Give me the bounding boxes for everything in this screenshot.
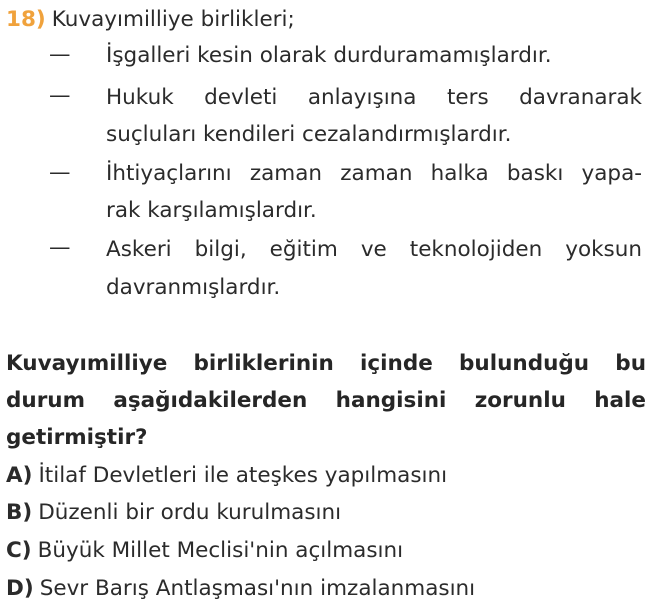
question-intro: Kuvayımilliye birlikleri; xyxy=(51,7,295,32)
question-number: 18) xyxy=(6,7,46,32)
item-dash: — xyxy=(49,42,71,67)
question-header xyxy=(6,4,295,36)
option-a[interactable] xyxy=(6,460,447,492)
option-text: Düzenli bir ordu kurulmasını xyxy=(38,500,342,525)
statement-4-line-2: davranmışlardır. xyxy=(106,275,281,300)
question-stem-line-1: Kuvayımilliye birliklerinin içinde bulunduğu bu xyxy=(6,351,646,376)
statement-4-line-1: Askeri bilgi, eğitim ve teknolojiden yoksun xyxy=(106,237,642,262)
option-text: İtilaf Devletleri ile ateşkes yapılmasını xyxy=(38,463,448,488)
question-stem-line-3: getirmiştir? xyxy=(6,425,148,450)
statement-1: İşgalleri kesin olarak durduramamışlardır. xyxy=(106,43,552,68)
option-letter: D) xyxy=(6,576,34,601)
option-b[interactable] xyxy=(6,497,341,529)
statement-3-line-1: İhtiyaçlarını zaman zaman halka baskı yapa- xyxy=(106,161,642,186)
option-letter: A) xyxy=(6,463,33,488)
option-letter: B) xyxy=(6,500,33,525)
item-dash: — xyxy=(49,235,71,260)
statement-2-line-2: suçluları kendileri cezalandırmışlardır. xyxy=(106,122,512,147)
option-letter: C) xyxy=(6,538,32,563)
question-stem-line-2: durum aşağıdakilerden hangisini zorunlu hale xyxy=(6,388,646,413)
option-d[interactable] xyxy=(6,573,475,605)
option-text: Büyük Millet Meclisi'nin açılmasını xyxy=(37,538,404,563)
statement-3-line-2: rak karşılamışlardır. xyxy=(106,198,317,223)
item-dash: — xyxy=(49,160,71,185)
option-c[interactable] xyxy=(6,535,403,567)
statement-2-line-1: Hukuk devleti anlayışına ters davranarak xyxy=(106,85,642,110)
option-text: Sevr Barış Antlaşması'nın imzalanmasını xyxy=(39,576,476,601)
item-dash: — xyxy=(49,83,71,108)
